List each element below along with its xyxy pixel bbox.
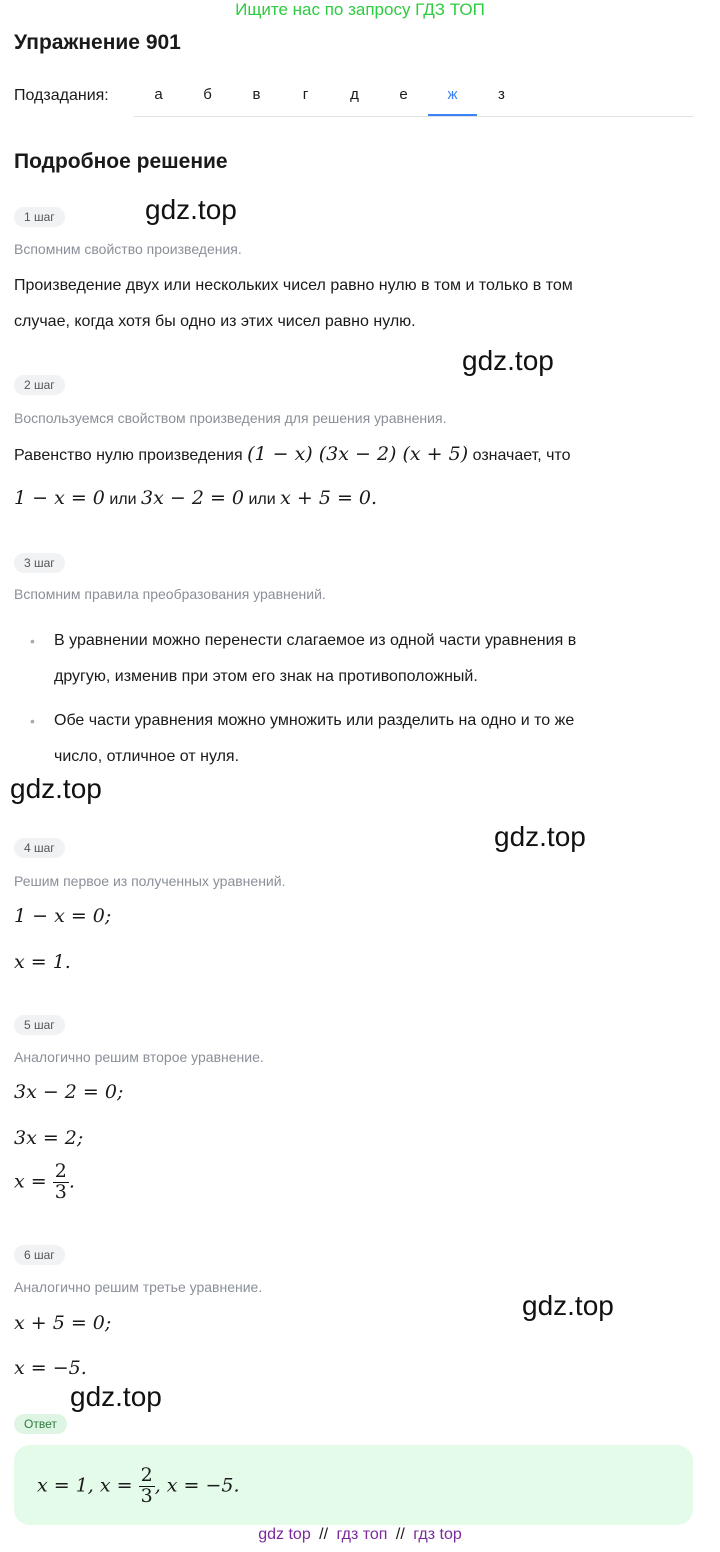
section-title: Подробное решение (14, 150, 228, 173)
subtasks-tabs (134, 74, 694, 117)
fraction-numerator: 2 (54, 1160, 67, 1182)
step-5-frac-prefix: x = (14, 1170, 47, 1193)
step-3-hint: Вспомним правила преобразования уравнений. (14, 586, 326, 602)
step-5-hint: Аналогично решим второе уравнение. (14, 1049, 264, 1065)
footer-sep-2: // (395, 1526, 405, 1543)
step-5-badge: 5 шаг (14, 1015, 65, 1035)
step-1-badge: 1 шаг (14, 207, 65, 227)
step-2-expression: (1 − x) (3x − 2) (x + 5) (247, 443, 469, 465)
watermark: gdz.top (494, 821, 586, 852)
watermark: gdz.top (70, 1381, 162, 1412)
tab-e[interactable]: е (399, 86, 408, 103)
step-4-line-1: 1 − x = 0; (14, 905, 112, 927)
rule-2-line-1: Обе части уравнения можно умножить или разделить на одно и то же (54, 712, 575, 729)
step-4-line-2: x = 1. (14, 951, 71, 973)
watermark: gdz.top (522, 1290, 614, 1321)
step-3-badge: 3 шаг (14, 553, 65, 573)
step-2-text-after: означает, что (472, 447, 571, 464)
answer-part-2: , x = −5. (154, 1474, 240, 1497)
bullet-dot-icon: • (30, 633, 35, 649)
step-6-line-2: x = −5. (14, 1357, 87, 1379)
step-1-text-line-1: Произведение двух или нескольких чисел равно нулю в том и только в том (14, 277, 573, 294)
watermark: gdz.top (145, 194, 237, 225)
answer-badge: Ответ (14, 1414, 67, 1434)
rule-1-line-2: другую, изменив при этом его знак на противоположный. (54, 668, 478, 685)
step-6-line-1: x + 5 = 0; (14, 1312, 112, 1334)
rule-bullet-2 (30, 703, 670, 775)
tab-a[interactable]: а (154, 86, 163, 103)
step-4-hint: Решим первое из полученных уравнений. (14, 873, 286, 889)
rule-2-line-2: число, отличное от нуля. (54, 748, 240, 765)
rule-1-line-1: В уравнении можно перенести слагаемое из одной части уравнения в (54, 632, 577, 649)
answer-fraction (139, 1466, 155, 1507)
footer-link-3[interactable]: гдз top (413, 1526, 462, 1543)
step-4-badge: 4 шаг (14, 838, 65, 858)
tab-g[interactable]: г (302, 86, 309, 103)
or-1: или (109, 491, 137, 508)
step-5-line-1: 3x − 2 = 0; (14, 1081, 124, 1103)
step-2-equations (14, 480, 377, 518)
step-6-badge: 6 шаг (14, 1245, 65, 1265)
equation-b: 3x − 2 = 0 (141, 487, 244, 509)
footer-link-2[interactable]: гдз топ (336, 1526, 388, 1543)
watermark: gdz.top (10, 773, 102, 804)
equation-c: x + 5 = 0. (280, 487, 378, 509)
bullet-dot-icon: • (30, 713, 35, 729)
step-1-text-line-2: случае, когда хотя бы одно из этих чисел равно нулю. (14, 313, 416, 330)
step-1-hint: Вспомним свойство произведения. (14, 241, 242, 257)
or-2: или (248, 491, 276, 508)
step-5-line-3: x = $\frac{2}{3}$ . (14, 1160, 75, 1203)
step-6-hint: Аналогично решим третье уравнение. (14, 1279, 263, 1295)
answer-text (37, 1466, 240, 1507)
footer-links (0, 1526, 720, 1544)
rule-bullet-1 (30, 623, 670, 695)
watermark: gdz.top (462, 345, 554, 376)
tab-b[interactable]: б (203, 86, 212, 103)
step-2-badge: 2 шаг (14, 375, 65, 395)
step-2-text-before: Равенство нулю произведения (14, 447, 243, 464)
step-2-text (14, 436, 570, 474)
step-2-hint: Воспользуемся свойством произведения для решения уравнения. (14, 410, 447, 426)
equation-a: 1 − x = 0 (14, 487, 105, 509)
tab-d[interactable]: д (350, 86, 359, 103)
answer-numerator: 2 (140, 1464, 153, 1486)
footer-link-1[interactable]: gdz top (258, 1526, 311, 1543)
page-title: Упражнение 901 (14, 31, 181, 54)
tab-z[interactable]: з (498, 86, 505, 103)
tab-v[interactable]: в (252, 86, 261, 103)
fraction-denominator: 3 (54, 1180, 67, 1203)
tab-zh[interactable]: ж (428, 74, 477, 116)
footer-sep-1: // (319, 1526, 329, 1543)
step-5-line-2: 3x = 2; (14, 1127, 84, 1149)
subtasks-label: Подзадания: (14, 87, 109, 104)
promo-banner[interactable]: Ищите нас по запросу ГДЗ ТОП (235, 0, 485, 19)
answer-part-1: x = 1, x = (37, 1474, 133, 1497)
answer-denominator: 3 (140, 1484, 153, 1507)
fraction (53, 1162, 69, 1203)
